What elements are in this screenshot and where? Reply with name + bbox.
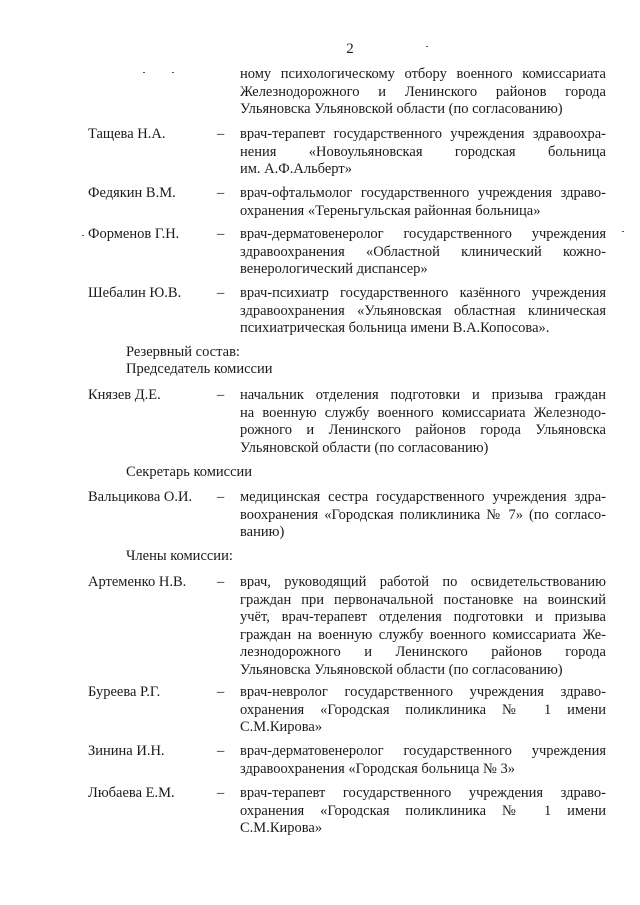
member-name: Артеменко Н.В. (88, 574, 187, 590)
desc-line: С.М.Кирова» (240, 820, 323, 837)
continuation-text (240, 66, 606, 119)
member-name: Вальцикова О.И. (88, 489, 193, 505)
desc-line: врач-невролог государственного учреждения здраво- (240, 684, 606, 700)
scan-speck (426, 46, 428, 47)
desc-line: нения «Новоульяновская городская больница (240, 143, 606, 160)
desc-line: учёт, врач-терапевт отделения подготовки и призыва (240, 609, 606, 626)
dash: – (217, 489, 225, 505)
desc-line: врач, руководящий работой по освидетельствованию (240, 574, 606, 590)
desc-line: здравоохранения «Городская больница № 3» (240, 760, 516, 777)
desc-line: психиатрическая больница имени В.А.Копосова». (240, 320, 550, 337)
desc-line: начальник отделения подготовки и призыва граждан (240, 387, 606, 403)
dash: – (217, 785, 225, 801)
desc-line: ванию) (240, 524, 285, 541)
desc-line: врач-терапевт государственного учреждения здравоохра- (240, 126, 606, 142)
page-number: 2 (346, 41, 354, 57)
desc-line: рожного и Ленинского районов города Ульяновска (240, 422, 606, 439)
member-description (240, 126, 606, 179)
desc-line: охранения «Городская поликлиника № 1 имени (240, 701, 606, 718)
desc-line: здравоохранения «Областной клинический кожно- (240, 243, 606, 260)
member-name: Любаева Е.М. (88, 785, 175, 801)
desc-line: врач-психиатр государственного казённого учреждения (240, 285, 606, 301)
dash: – (217, 387, 225, 403)
member-name: Зинина И.Н. (88, 743, 165, 759)
dash: – (217, 285, 225, 301)
desc-line: медицинская сестра государственного учреждения здра- (240, 489, 606, 505)
desc-line: врач-дерматовенеролог государственного учреждения (240, 226, 606, 242)
desc-line: охранения «Тереньгульская районная больница» (240, 202, 541, 219)
desc-line: воохранения «Городская поликлиника № 7» (по согласо- (240, 506, 606, 523)
scan-speck (143, 72, 145, 73)
member-description (240, 285, 606, 338)
scan-speck (82, 235, 84, 236)
member-description (240, 743, 606, 778)
dash: – (217, 226, 225, 242)
desc-line: граждан при первоначальной постановке на воинский (240, 591, 606, 608)
member-description (240, 574, 606, 680)
desc-line: ному психологическому отбору военного комиссариата (240, 66, 606, 82)
desc-line: здравоохранения «Ульяновская областная клиническая (240, 302, 606, 319)
member-description (240, 226, 606, 279)
desc-line: венерологический диспансер» (240, 261, 428, 278)
desc-line: Ульяновской области (по согласованию) (240, 439, 489, 456)
member-name: Тащева Н.А. (88, 126, 166, 142)
dash: – (217, 684, 225, 700)
scan-speck (622, 231, 624, 232)
chairman-heading: Председатель комиссии (126, 361, 273, 377)
secretary-heading: Секретарь комиссии (126, 464, 253, 480)
member-description (240, 785, 606, 838)
reserve-heading: Резервный состав: (126, 344, 240, 360)
scan-speck (172, 72, 174, 73)
desc-line: лезнодорожного и Ленинского районов города (240, 644, 606, 661)
member-description (240, 684, 606, 737)
desc-line: врач-терапевт государственного учреждения здраво- (240, 785, 606, 801)
desc-line: на военную службу военного комиссариата Железнодо- (240, 404, 606, 421)
dash: – (217, 743, 225, 759)
member-name: Форменов Г.Н. (88, 226, 180, 242)
desc-line: врач-дерматовенеролог государственного учреждения (240, 743, 606, 759)
member-description (240, 185, 606, 220)
member-name: Князев Д.Е. (88, 387, 161, 403)
members-heading: Члены комиссии: (126, 548, 233, 564)
desc-line: Железнодорожного и Ленинского районов города (240, 83, 606, 100)
member-name: Шебалин Ю.В. (88, 285, 182, 301)
member-description (240, 489, 606, 542)
desc-line: Ульяновска Ульяновской области (по согласованию) (240, 661, 563, 678)
dash: – (217, 185, 225, 201)
desc-line: граждан на военную службу военного комиссариата Же- (240, 626, 606, 643)
desc-line: врач-офтальмолог государственного учреждения здраво- (240, 185, 606, 201)
desc-line: им. А.Ф.Альберт» (240, 161, 352, 178)
member-name: Федякин В.М. (88, 185, 176, 201)
desc-line: охранения «Городская поликлиника № 1 имени (240, 802, 606, 819)
desc-line: С.М.Кирова» (240, 719, 323, 736)
dash: – (217, 126, 225, 142)
member-description (240, 387, 606, 457)
member-name: Буреева Р.Г. (88, 684, 161, 700)
desc-line: Ульяновска Ульяновской области (по согласованию) (240, 101, 563, 118)
dash: – (217, 574, 225, 590)
